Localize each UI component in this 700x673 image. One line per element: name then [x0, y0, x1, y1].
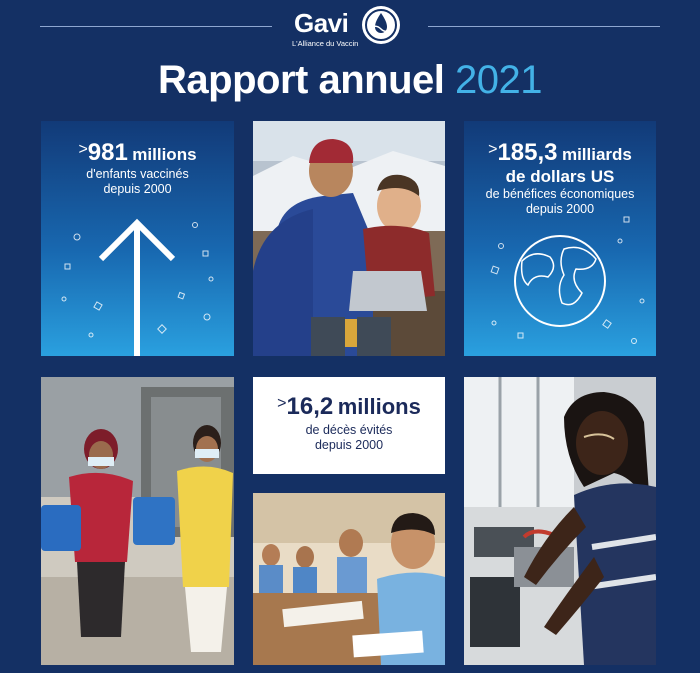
- stat-prefix: >: [78, 141, 88, 158]
- stat-desc-line1: de bénéfices économiques: [485, 187, 635, 201]
- photo-classroom: [253, 493, 445, 665]
- globe-drop-icon: [362, 6, 400, 44]
- photo-health-workers: [41, 377, 234, 665]
- stat-value: 185,3: [497, 139, 558, 166]
- title-text: Rapport annuel: [158, 58, 445, 102]
- logo-subtitle: L'Alliance du Vaccin: [292, 39, 359, 48]
- stat-desc-line2: depuis 2000: [314, 438, 384, 452]
- stat-prefix: >: [277, 395, 287, 412]
- stat-panel-benefits: [464, 121, 656, 356]
- stat-deaths: [253, 393, 445, 453]
- globe-icon: [464, 121, 656, 356]
- stat-prefix: >: [488, 141, 498, 158]
- stat-value: 981: [87, 139, 128, 166]
- logo-word: Gavi: [294, 8, 349, 38]
- photo-man-with-child: [253, 121, 445, 356]
- page-title: [0, 58, 700, 103]
- stat-value: 16,2: [286, 393, 334, 420]
- stat-unit-line2: de dollars US: [505, 167, 615, 186]
- stat-desc-line2: depuis 2000: [525, 202, 595, 216]
- title-year: 2021: [454, 58, 542, 102]
- gavi-logo[interactable]: [290, 6, 410, 52]
- stat-desc-line1: de décès évités: [305, 423, 393, 437]
- stat-desc-line2: depuis 2000: [103, 182, 172, 196]
- stat-unit: milliards: [561, 145, 632, 164]
- header-rule-left: [40, 26, 272, 27]
- stat-panel-deaths: [253, 377, 445, 474]
- header-rule-right: [428, 26, 660, 27]
- stat-desc-line1: d'enfants vaccinés: [86, 167, 189, 181]
- stat-unit: millions: [132, 145, 197, 164]
- photo-lab-worker: [464, 377, 656, 665]
- stat-unit: millions: [337, 394, 421, 419]
- stat-panel-children: [41, 121, 234, 356]
- up-arrow-icon: [41, 121, 234, 356]
